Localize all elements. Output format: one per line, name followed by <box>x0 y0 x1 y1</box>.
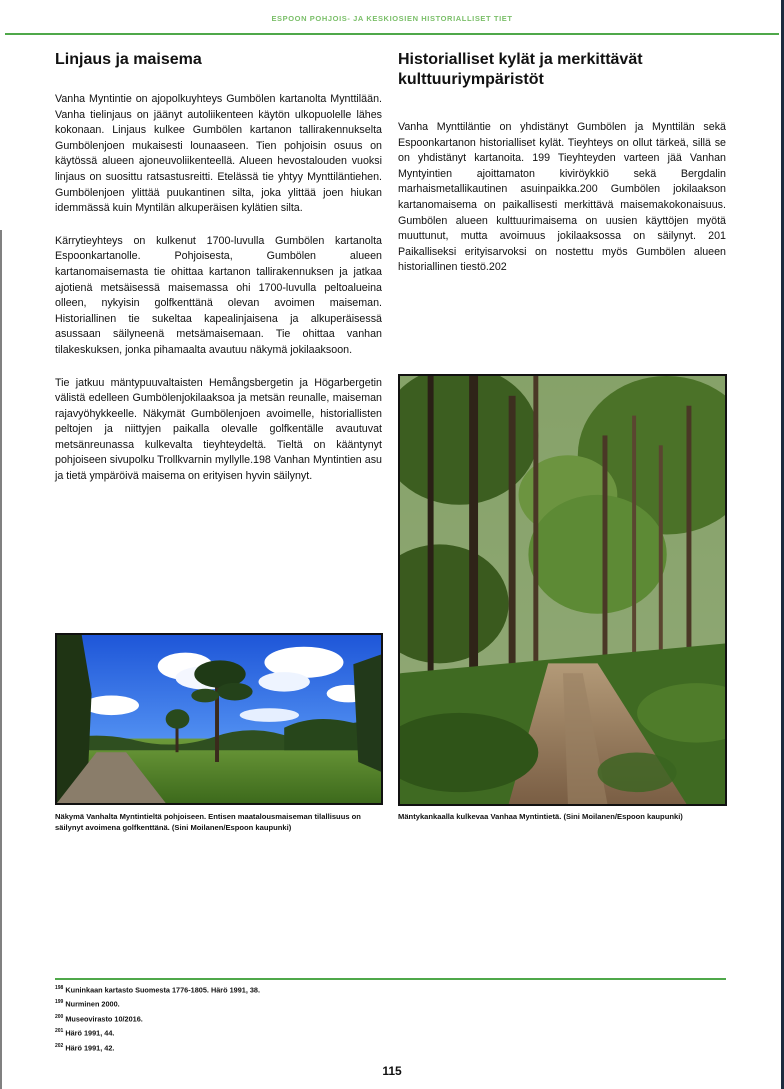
section-heading-linjaus: Linjaus ja maisema <box>55 51 202 68</box>
body-paragraph: Kärrytieyhteys on kulkenut 1700-luvulla Gumbölen kartanolta Espoonkartanolle. Pohjoisesta, Gumbölen alueen kartanomaisemasta tie ohittaa kartanon tallirakennuksen ja jatkaa ajotienä metsäisessä maisemassa ohi 1700-luvulla peltoalueina olleen, nykyisin golfkenttänä olevan avoimen maiseman. Historiallinen tie sukeltaa kapealinjaisena ja alkuperäisessä asussaan säilyneenä metsämaisemaan. Tie ohittaa vanhan tilakeskuksen, jonka pihamaalta avautuu näkymä jokilaaksoon. <box>55 234 382 356</box>
body-paragraph: Vanha Myntintie on ajopolkuyhteys Gumbölen kartanolta Mynttilään. Vanha tielinjaus on jäänyt autoliikenteen käytön ulkopuolelle lähes kokonaan. Linjaus kulkee Gumbölen kartanon tallirakennukselta Gumbölenjoen mukaisesti lounaaseen. Tien pohjoisin osuus on käytössä alueen ajoneuvoliikenteellä. Alueen hevostalouden vuoksi linjaus on suosittu ratsastusreitti. Etelässä tie yhtyy Mynttiläntiehen. Gumbölenjoen ylittää puukantinen silta, joka ylittää joen hiukan idemmässä kuin Myntilän alkuperäisen kylätien silta. <box>55 93 382 215</box>
footnotes <box>55 982 555 1054</box>
footnote: $^{198}$ Kuninkaan kartasto Suomesta 1776-1805. Härö 1991, 38. <box>55 985 261 995</box>
body-paragraph: Vanha Mynttiläntie on yhdistänyt Gumbölen ja Mynttilän sekä Espoonkartanon historialliset kylät. Tieyhteys on ollut tärkeä, sillä se on yhdistänyt kartanoita. 199 Tieyhteyden varteen jää Vanhan Myntyintien ajoittamaton kiviröykkiö sekä Bergdalin marhaismetallikautinen asuinpaikka.200 Gumbölen jokilaakson kartanomaisema on paikallisesti merkittävä maisemakokonaisuus. Gumbölen alueen kulttuurimaisema on uusien käyttöjen myötä muuttunut, mutta avoimuus jokilaaksossa on säilynyt. 201 Paikalliseksi erityisarvoksi on nostettu myös Gumbölen alueen historiallinen tiestö.202 <box>398 121 726 274</box>
header-rule <box>5 33 779 35</box>
page-edge <box>0 230 2 1089</box>
left-column <box>55 50 382 502</box>
photo-caption: Näkymä Vanhalta Myntintieltä pohjoiseen. Entisen maatalousmaiseman tilallisuus on säilynyt avoimena golfkenttänä. (Sini Moilanen/Espoon kaupunki) <box>55 812 361 832</box>
running-head: ESPOON POHJOIS- JA KESKIOSIEN HISTORIALLISET TIET <box>271 14 513 23</box>
footnote: $^{199}$ Nurminen 2000. <box>55 999 120 1009</box>
footnote: $^{200}$ Museovirasto 10/2016. <box>55 1013 143 1024</box>
page-number: 115 <box>382 1064 402 1078</box>
forest-road-photo-image <box>400 376 725 804</box>
forest-road-photo <box>398 374 727 806</box>
landscape-photo-image <box>57 635 381 803</box>
body-paragraph: Tie jatkuu mäntypuuvaltaisten Hemångsbergetin ja Högarbergetin välistä edelleen Gumbölenjokilaaksoa ja metsän reunalle, maiseman rajavyöhykkeelle. Näkymät Gumbölenjoen avoimelle, historiallisten peltojen ja niittyjen paikalla olevalle golfkentälle avautuvat metsänreunassa kulkevalta tieyhteydeltä. Tieltä on kääntynyt pohjoiseen sivupolku Trollkvarnin myllylle.198 Vanhan Myntintien asu ja tietä ympäröivä maisema on erityisen hyvin säilynyt. <box>55 376 382 483</box>
photo-caption: Mäntykankaalla kulkevaa Vanhaa Myntintietä. (Sini Moilanen/Espoon kaupunki) <box>398 812 683 821</box>
footnote: $^{202}$ Härö 1991, 42. <box>55 1042 115 1053</box>
right-column <box>398 50 726 293</box>
landscape-photo <box>55 633 383 805</box>
footnote: $^{201}$ Härö 1991, 44. <box>55 1028 115 1038</box>
section-heading-historialliset: Historialliset kylät ja merkittävät kulttuuriympäristöt <box>398 51 643 88</box>
footnote-rule <box>55 978 726 980</box>
